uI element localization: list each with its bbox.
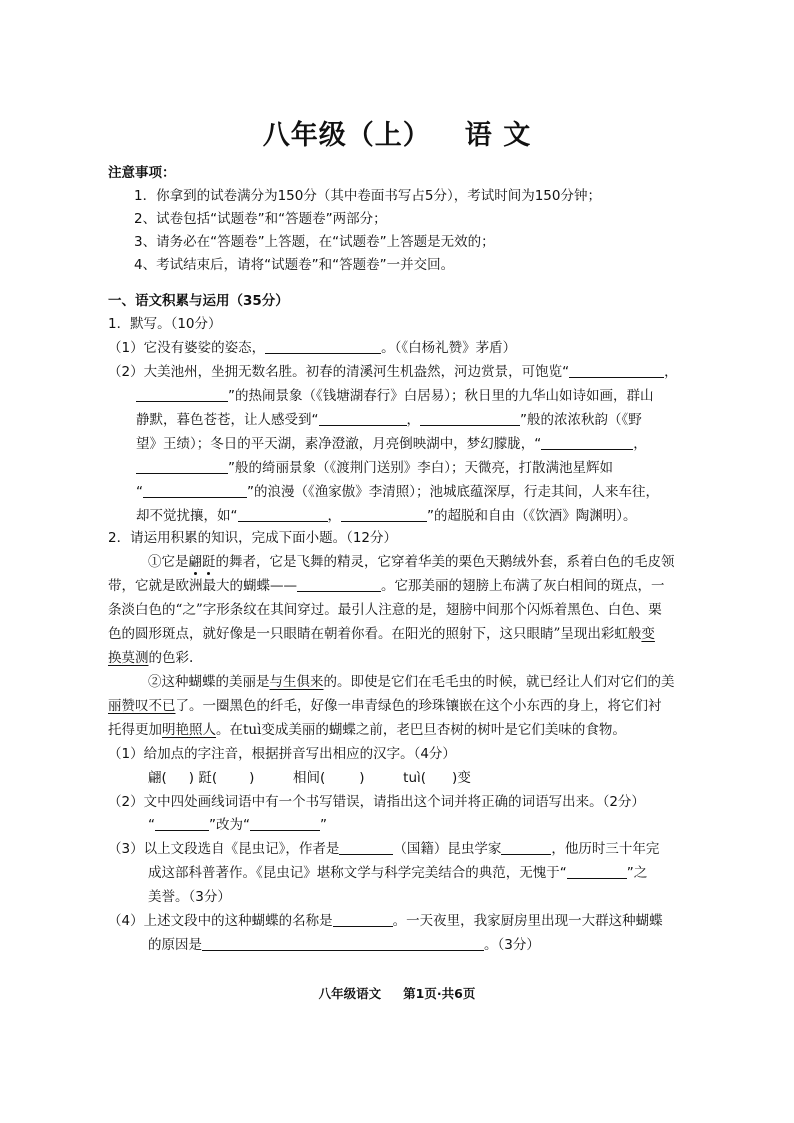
- answer-blank[interactable]: [136, 387, 228, 402]
- page-title: [0, 113, 794, 152]
- underlined-word: 丽赞叹不已: [108, 698, 176, 714]
- q1-part2-line1: （2）大美池州，坐拥无数名胜。初春的清溪河生机盎然，河边赏景，可饱览“ ，: [108, 364, 678, 380]
- footer-subject: 八年级语文: [318, 986, 382, 1001]
- answer-blank[interactable]: [202, 936, 484, 951]
- q1-title: 1．默写。（10分）: [108, 316, 222, 332]
- title-grade: 八年级（上）: [262, 120, 431, 151]
- q2-sub4-line1: （4）上述文段中的这种蝴蝶的名称是 。一天夜里，我家厨房里出现一大群这种蝴蝶: [108, 913, 663, 929]
- note-item-3: 3、请务必在“答题卷”上答题，在“试题卷”上答题是无效的；: [134, 234, 495, 250]
- q2-sub2-title: （2）文中四处画线词语中有一个书写错误，请指出这个词并将正确的词语写出来。（2分）: [108, 794, 645, 810]
- passage1-line4: 色的圆形斑点，就好像是一只眼睛在朝着你看。在阳光的照射下，这只眼睛”呈现出彩虹般变: [108, 626, 655, 642]
- passage2-line2: 丽赞叹不已了。一圈黑色的纤毛，好像一串青绿色的珍珠镶嵌在这个小东西的身上，将它们衬: [108, 698, 662, 714]
- q2-sub1-items: 翩( ) 跹( ) 相间( ) tuì( )变: [148, 770, 471, 786]
- title-subject: 语 文: [464, 120, 532, 151]
- q1-part2-line3: 静默，暮色苍苍，让人感受到“ ， ”般的浓浓秋韵（《野: [136, 412, 642, 428]
- passage1-line5: 换莫测的色彩.: [108, 650, 194, 666]
- q2-sub3-line2: 成这部科普著作。《昆虫记》堪称文学与科学完美结合的典范，无愧于“ ”之: [148, 865, 648, 881]
- q1-part1: （1）它没有婆娑的姿态， 。（《白杨礼赞》茅盾）: [108, 340, 517, 356]
- answer-blank[interactable]: [265, 339, 381, 354]
- footer-page-number: 第1页·共6页: [403, 986, 476, 1001]
- answer-blank[interactable]: [143, 483, 247, 498]
- underlined-word: 换莫测: [108, 650, 149, 666]
- answer-blank[interactable]: [501, 840, 551, 855]
- q2-sub2-answer: “ ”改为“ ”: [148, 817, 327, 833]
- passage1-line3: 条淡白色的“之”字形条纹在其间穿过。最引人注意的是，翅膀中间那个闪烁着黑色、白色、栗: [108, 602, 662, 618]
- note-item-1: 1．你拿到的试卷满分为150分（其中卷面书写占5分），考试时间为150分钟；: [134, 188, 601, 204]
- section-heading: 一、语文积累与运用（35分）: [108, 293, 289, 309]
- q1-part2-line7: 却不觉扰攘，如“ ， ”的超脱和自由（《饮酒》陶渊明）。: [136, 508, 637, 524]
- answer-blank[interactable]: [319, 411, 407, 426]
- notes-heading: 注意事项：: [108, 165, 176, 181]
- passage1-line1: ①它是翩跹的舞者，它是飞舞的精灵，它穿着华美的栗色天鹅绒外套，系着白色的毛皮领: [148, 554, 675, 570]
- q2-title: 2．请运用积累的知识，完成下面小题。（12分）: [108, 530, 398, 546]
- passage2-line3: 托得更加明艳照人。在tuì变成美丽的蝴蝶之前，老巴旦杏树的树叶是它们美味的食物。: [108, 722, 626, 738]
- answer-blank[interactable]: [567, 864, 627, 879]
- q2-sub4-line2: 的原因是 。（3分）: [148, 937, 540, 953]
- underlined-word: 与生俱来: [269, 674, 324, 690]
- answer-blank[interactable]: [339, 840, 393, 855]
- q2-sub3-line3: 美誉。（3分）: [148, 889, 231, 905]
- q1-part2-line5: ”般的绮丽景象（《渡荆门送别》李白）；天微亮，打散满池星辉如: [136, 458, 736, 478]
- dotted-char: 跹: [202, 554, 216, 570]
- answer-blank[interactable]: [155, 816, 209, 831]
- answer-blank[interactable]: [541, 435, 633, 450]
- answer-blank[interactable]: [238, 507, 328, 522]
- q1-part2-line2: ”的热闹景象（《钱塘湖春行》白居易）；秋日里的九华山如诗如画，群山: [136, 386, 736, 406]
- q1-part2-line6: “ ”的浪漫（《渔家傲》李清照）；池城底蕴深厚，行走其间，人来车往，: [136, 484, 659, 500]
- underlined-word: 明艳照人: [162, 722, 216, 738]
- answer-blank[interactable]: [333, 912, 393, 927]
- answer-blank[interactable]: [250, 816, 320, 831]
- answer-blank[interactable]: [136, 459, 228, 474]
- q2-sub1-title: （1）给加点的字注音，根据拼音写出相应的汉字。（4分）: [108, 746, 456, 762]
- passage1-line2: 带，它就是欧洲最大的蝴蝶—— 。它那美丽的翅膀上布满了灰白相间的斑点，一: [108, 578, 665, 594]
- note-item-4: 4、考试结束后，请将“试题卷”和“答题卷”一并交回。: [134, 257, 455, 273]
- answer-blank[interactable]: [297, 577, 381, 592]
- answer-blank[interactable]: [569, 363, 664, 378]
- dotted-char: 翩: [188, 554, 202, 570]
- q2-sub3-line1: （3）以上文段选自《昆虫记》，作者是 （国籍）昆虫学家 ，他历时三十年完: [108, 841, 660, 857]
- note-item-2: 2、试卷包括“试题卷”和“答题卷”两部分；: [134, 211, 387, 227]
- page-footer: [0, 984, 794, 1002]
- passage2-line1: ②这种蝴蝶的美丽是与生俱来的。即使是它们在毛毛虫的时候，就已经让人们对它们的美: [148, 674, 675, 690]
- answer-blank[interactable]: [420, 411, 520, 426]
- underlined-word: 变: [641, 626, 655, 642]
- answer-blank[interactable]: [341, 507, 427, 522]
- q1-part2-line4: 望》王绩）；冬日的平天湖，素净澄澈，月亮倒映湖中，梦幻朦胧，“ ，: [136, 436, 647, 452]
